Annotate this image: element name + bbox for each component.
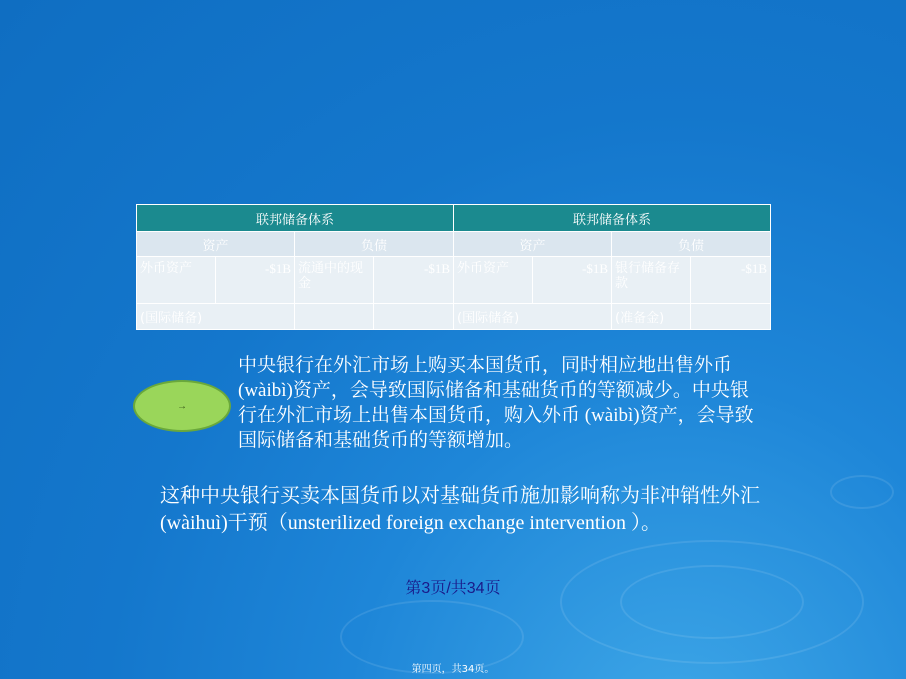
asset-note: (国际储备) — [454, 304, 612, 330]
asset-note: (国际储备) — [137, 304, 295, 330]
liability-value: -$1B — [374, 257, 454, 304]
asset-label: 外币资产 — [454, 257, 533, 304]
explanation-paragraph: 中央银行在外汇市场上购买本国货币，同时相应地出售外币(wàibì)资产，会导致国际储备和基础货币的等额减少。中央银行在外汇市场上出售本国货币，购入外币 (wàibì)资产，会导致国际储备和基础货币的等额增加。 — [238, 355, 754, 451]
liabilities-header: 负债 — [295, 232, 454, 257]
liability-label: 流通中的现金 — [295, 257, 374, 304]
arrow-icon: → — [177, 400, 187, 412]
green-oval-shape — [133, 380, 231, 432]
liability-value: -$1B — [691, 257, 771, 304]
liability-label: 银行储备存款 — [612, 257, 691, 304]
fed-balance-sheet-left — [136, 204, 454, 330]
asset-label: 外币资产 — [137, 257, 216, 304]
table-title: 联邦储备体系 — [454, 205, 771, 232]
asset-value: -$1B — [216, 257, 295, 304]
empty-cell — [691, 304, 771, 330]
definition-paragraph: 这种中央银行买卖本国货币以对基础货币施加影响称为非冲销性外汇(wàihuì)干预（unsterilized foreign exchange intervention ）。 — [160, 485, 760, 534]
liability-note: (准备金) — [612, 304, 691, 330]
ripple-decoration — [830, 475, 894, 509]
fed-balance-sheet-right — [453, 204, 771, 330]
table-title: 联邦储备体系 — [137, 205, 454, 232]
assets-header: 资产 — [454, 232, 612, 257]
balance-sheet-tables — [136, 204, 770, 328]
page-number: 第3页/共34页 — [405, 580, 501, 597]
liabilities-header: 负债 — [612, 232, 771, 257]
asset-value: -$1B — [533, 257, 612, 304]
empty-cell — [374, 304, 454, 330]
liability-note — [295, 304, 374, 330]
assets-header: 资产 — [137, 232, 295, 257]
footer-text: 第四页，共34页。 — [411, 664, 495, 675]
